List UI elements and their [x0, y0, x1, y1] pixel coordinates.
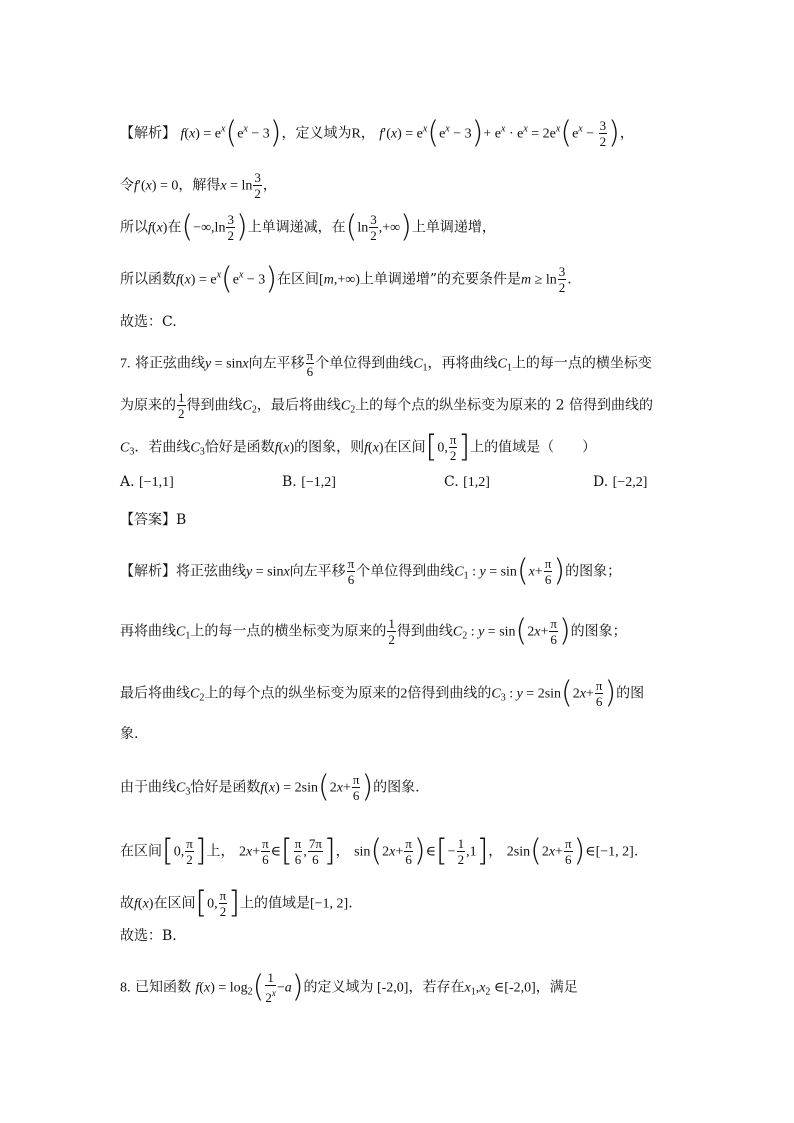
analysis2-line5: 由于曲线$C_3$恰好是函数f(x) = 2sin(2x+ $\frac{\pi}{6}$ )的图象.	[120, 769, 420, 805]
q7-option-c[interactable]: C. [1,2]	[444, 474, 490, 490]
analysis1-line2: 令f′(x) = 0，解得x = ln $\frac{3}{2}$ ，	[120, 170, 277, 201]
q7-option-d[interactable]: D. [−2,2]	[593, 474, 648, 490]
analysis2-line4: 象.	[120, 726, 139, 742]
analysis1-line1: 【解析】 $f(x) = e^x(e^x - 3)$，定义域为R， $f'(x) = e^x(e^x - 3)+ e^x \cdot e^x = 2e^x(e^x$ − $\frac{3}{2}$ )，	[120, 115, 634, 151]
label-jiexi: 【解析】	[120, 125, 176, 142]
analysis2-line2: 再将曲线$C_1$上的每一点的横坐标变为原来的 $\frac{1}{2}$ 得到曲线$C_2$ : y = sin(2x+ $\frac{\pi}{6}$ )的图象；	[120, 613, 627, 649]
analysis1-line3: 所以f(x)在(−∞,ln $\frac{3}{2}$ )上单调递减，在(ln $\frac{3}{2}$ ,+∞)上单调递增，	[120, 209, 496, 245]
analysis2-choose: 故选：B.	[120, 928, 177, 944]
q7-option-b[interactable]: B. [−1,2]	[282, 474, 336, 490]
q7-answer: 【答案】B	[120, 512, 187, 528]
analysis2-line6: 在区间[0, $\frac{\pi}{2}$ ]上， 2x+ $\frac{\pi}{6}$ ∈[ $\frac{\pi}{6}$ , $\frac{7\pi}{6}$ ]， sin(2x+ $\frac{\pi}{6}$ )∈[− $\frac{1}{2}$ ,1]， 2sin(2x+ $\frac{\pi}{6}$ )∈[−1, 2].	[120, 833, 639, 869]
q7-line2: 为原来的 $\frac{1}{2}$ 得到曲线$C_2$，最后将曲线$C_2$上的每个点的纵坐标变为原来的 2 倍得到曲线的	[120, 390, 653, 421]
q7-line1: 7. 将正弦曲线y = sinx向左平移 $\frac{\pi}{6}$ 个单位得到曲线$C_1$，再将曲线$C_1$上的每一点的横坐标变	[120, 348, 652, 379]
analysis2-line7: 故f(x)在区间[0, $\frac{\pi}{2}$ ]上的值域是[−1, 2].	[120, 885, 353, 921]
analysis2-line3: 最后将曲线$C_2$上的每个点的纵坐标变为原来的2倍得到曲线的$C_3$ : y = 2sin(2x+ $\frac{\pi}{6}$ )的图	[120, 675, 645, 711]
analysis1-line4: 所以函数$f(x) = e^x(e^x - 3)$在区间[m,+∞)上单调递增”的充要条件是m ≥ ln $\frac{3}{2}$ .	[120, 261, 572, 297]
analysis1-choose: 故选：C.	[120, 314, 177, 330]
q8-line1: 8. 已知函数 $f(x) = \log_2$( $\frac{1}{2^x}$ −a)的定义域为 [-2,0]，若存在$x_1,x_2$ ∈[-2,0]，满足	[120, 969, 578, 1005]
q7-line3: $C_3$．若曲线$C_3$恰好是函数f(x)的图象，则f(x)在区间[0, $\frac{\pi}{2}$ ]上的值域是（ ）	[120, 429, 597, 465]
math-f-def: f	[180, 126, 185, 142]
q7-option-a[interactable]: A. [−1,1]	[120, 474, 174, 490]
analysis2-line1: 【解析】将正弦曲线y = sinx向左平移 $\frac{\pi}{6}$ 个单位得到曲线$C_1$ : y = sin(x+ $\frac{\pi}{6}$ )的图象；	[120, 553, 622, 589]
